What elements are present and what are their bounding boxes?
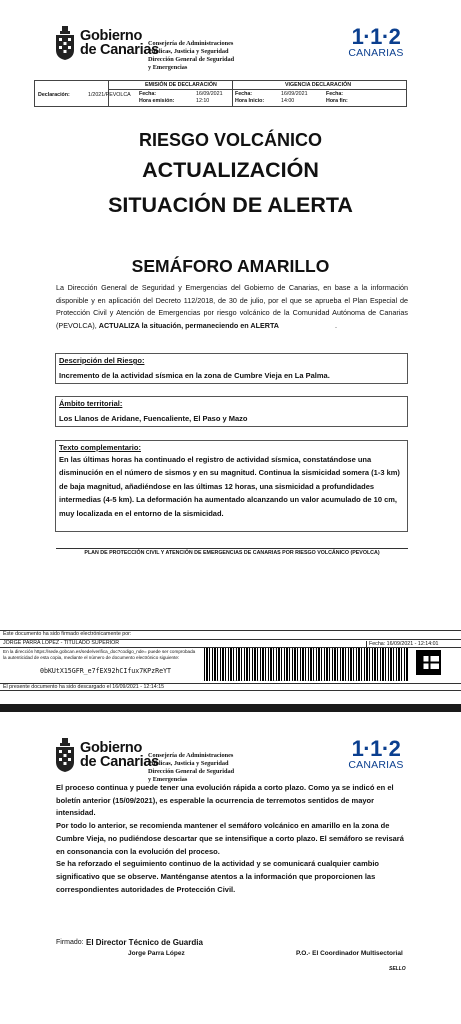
descripcion-label: Descripción del Riesgo:: [59, 356, 145, 365]
signature-download: El presente documento ha sido descargado el 16/09/2021 - 12:14:15: [3, 684, 165, 690]
page2-body-text: [56, 782, 408, 896]
hora-emision-label: Hora emisión:: [139, 98, 175, 104]
vigencia-fecha2-label: Fecha:: [326, 91, 344, 97]
title-semaforo: SEMÁFORO AMARILLO: [131, 256, 330, 276]
descripcion-box: [55, 353, 408, 384]
document-header: [0, 22, 461, 78]
document-page-2: [0, 712, 461, 1024]
director-title: El Director Técnico de Guardia: [86, 938, 203, 947]
hora-fin-label: Hora fin:: [326, 98, 348, 104]
declaration-table: [34, 80, 407, 107]
gobierno-logo-text: Gobierno de Canarias: [80, 740, 159, 770]
emision-title: EMISIÓN DE DECLARACIÓN: [145, 82, 217, 88]
complementario-box: [55, 440, 408, 532]
vigencia-fecha-label: Fecha:: [235, 91, 253, 97]
intro-end: .: [335, 320, 337, 330]
sello-text: SELLO: [389, 966, 406, 972]
hora-inicio-value: 14:00: [281, 98, 295, 104]
fecha-label: Fecha:: [139, 91, 157, 97]
barcode: [204, 648, 409, 681]
consejeria-text: Consejería de Administraciones Públicas, Justicia y Seguridad Dirección General de Seguridad y Emergencias: [148, 752, 235, 783]
title-riesgo: RIESGO VOLCÁNICO: [138, 130, 322, 150]
intro-paragraph: [56, 282, 408, 332]
ambito-text: Los Llanos de Aridane, Fuencaliente, El Paso y Mazo: [59, 414, 248, 423]
logo-112-canarias: 1·1·2 CANARIAS: [348, 24, 404, 59]
declaracion-value: 1/2021/PEVOLCA: [88, 92, 131, 98]
descripcion-text: Incremento de la actividad sísmica en la zona de Cumbre Vieja en La Palma.: [59, 371, 330, 380]
logo-112-canarias: 1·1·2 CANARIAS: [348, 736, 404, 771]
signature-fecha: Fecha: 16/09/2021 - 12:14:01: [366, 641, 439, 647]
consejeria-text: Consejería de Administraciones Públicas, Justicia y Seguridad Dirección General de Seguridad y Emergencias: [148, 40, 235, 71]
signature-verify-text: En la dirección https://sede.gobcan.es/sede/verifica_doc?codigo_nde= puede ser comprobada la autenticidad de esta copia, mediante el número de documento electrónico siguiente:: [3, 649, 196, 660]
coat-of-arms-icon: [54, 26, 76, 60]
declaracion-label: Declaración:: [38, 92, 70, 98]
complementario-label: Texto complementario:: [59, 443, 141, 452]
title-situacion: SITUACIÓN DE ALERTA: [108, 193, 353, 217]
plan-footer: PLAN DE PROTECCIÓN CIVIL Y ATENCIÓN DE EMERGENCIAS DE CANARIAS POR RIESGO VOLCÁNICO (PEVOLCA): [56, 548, 408, 556]
page2-paragraph: El proceso continua y puede tener una evolución rápida a corto plazo. Como ya se indicó en el boletín anterior (15/09/2021), es esperable la ocurrencia de terremotos sentidos de mayor intensidad.: [56, 783, 394, 818]
coat-of-arms-icon: [54, 738, 76, 772]
signature-line1: Este documento ha sido firmado electrónicamente por:: [3, 631, 132, 637]
signature-code: 0bKUtX15GFR_e7fEX92hCIfux7KPzReYT: [40, 667, 172, 675]
hora-inicio-label: Hora Inicio:: [235, 98, 265, 104]
complementario-text: En las últimas horas ha continuado el registro de actividad sísmica, constatándose una disminución en el número de sismos y en su magnitud. Continua la sismicidad somera (1-3 km) de baja magnitud, añadiéndose en las últimas 12 horas, una sismicidad a profundidades intermedias (4-5 km). La deformación ha aumentado alcanzando un valor acumulado de 10 cm, muy localizada en el entorno de la sismicidad.: [59, 455, 400, 518]
ambito-box: [55, 396, 408, 427]
intro-bold: ACTUALIZA la situación, permaneciendo en ALERTA: [98, 320, 279, 330]
ambito-label: Ámbito territorial:: [59, 399, 123, 408]
hora-emision-value: 12:10: [196, 98, 210, 104]
fecha-value: 16/09/2021: [196, 91, 223, 97]
signature-signer: JORGE PARRA LOPEZ - TITULADO SUPERIOR: [3, 640, 120, 646]
intro-text: La Dirección General de Seguridad y Emergencias del Gobierno de Canarias, en base a la información disponible y en aplicación del Decreto 112/2018, de 30 de julio, por el que se aprueba el Plan Especial de Protección Civil y Atención de Emergencias por riesgo volcánico de la Comunidad Autónoma de Canarias (PEVOLCA),: [56, 283, 408, 330]
gobierno-logo-text: Gobierno de Canarias: [80, 28, 159, 58]
coordinador: P.O.- El Coordinador Multisectorial: [296, 950, 403, 957]
page2-paragraph: Por todo lo anterior, se recomienda mantener el semáforo volcánico en amarillo en la zona de Cumbre Vieja, no pudiéndose descartar que se intensifique a corto plazo. El semáforo se revisará en consonancia con la evolución del proceso.: [56, 821, 404, 856]
vigencia-fecha-value: 16/09/2021: [281, 91, 308, 97]
page2-paragraph: Se ha reforzado el seguimiento continuo de la actividad y se comunicará cualquier cambio significativo que se observe. Manténganse atentos a la información que proporcionen las correspondientes autoridades de Protección Civil.: [56, 859, 380, 894]
qr-code: [416, 650, 441, 675]
title-actualizacion: ACTUALIZACIÓN: [142, 158, 319, 182]
firmado-label: Firmado:: [56, 939, 84, 946]
director-name: Jorge Parra López: [128, 950, 185, 957]
vigencia-title: VIGENCIA DECLARACIÓN: [285, 82, 352, 88]
